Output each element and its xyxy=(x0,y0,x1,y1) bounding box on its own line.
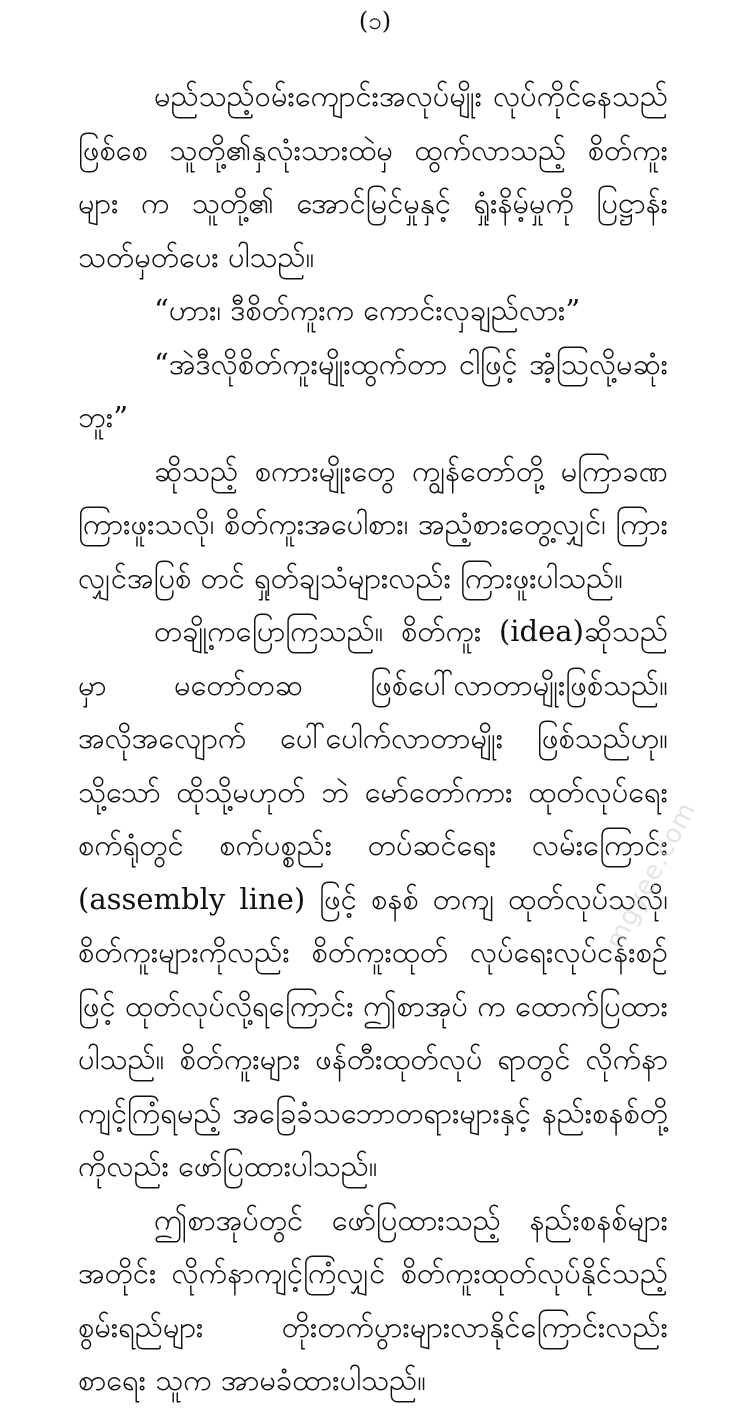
paragraph-4: ဆိုသည့် စကားမျိုးတွေ ကျွန်တော်တို့ မကြာခဏ ကြားဖူးသလို၊ စိတ်ကူးအပေါစား၊ အညံ့စားတွေ့လျှင်၊ ကြားလျှင်အပြစ် တင် ရှုတ်ချသံများလည်း ကြားဖူးပါသည်။ xyxy=(78,453,668,595)
paragraph-6: ဤစာအုပ်တွင် ဖော်ပြထားသည့် နည်းစနစ်များ အတိုင်း လိုက်နာကျင့်ကြံလျှင် စိတ်ကူးထုတ်လုပ်နိုင်သည့် စွမ်းရည်များ တိုးတက်ပွားများလာနိုင်ကြောင်းလည်း စာရေး သူက အာမခံထားပါသည်။ xyxy=(78,1202,668,1397)
watermark: mgyee.com xyxy=(600,796,703,955)
paragraph-1: မည်သည့်ဝမ်းကျောင်းအလုပ်မျိုး လုပ်ကိုင်နေသည် ဖြစ်စေ သူတို့၏နှလုံးသားထဲမှ ထွက်လာသည့် စိတ်ကူးများ က သူတို့၏ အောင်မြင်မှုနှင့် ရှုံးနိမ့်မှုကို ပြဋ္ဌာန်းသတ်မှတ်ပေး ပါသည်။ xyxy=(78,79,668,274)
paragraph-2-quote: “ဟား၊ ဒီစိတ်ကူးက ကောင်းလှချည်လား” xyxy=(154,293,581,327)
paragraph-5: တချို့ကပြောကြသည်။ စိတ်ကူး (idea)ဆိုသည်မှာ မတော်တဆ ဖြစ်ပေါ်လာတာမျိုးဖြစ်သည်။ အလိုအလျောက် ပေါ်ပေါက်လာတာမျိုး ဖြစ်သည်ဟု။ သို့သော် ထိုသို့မဟုတ် ဘဲ မော်တော်ကား ထုတ်လုပ်ရေး စက်ရုံတွင် စက်ပစ္စည်း တပ်ဆင်ရေး လမ်းကြောင်း (assembly line) ဖြင့် စနစ် တကျ ထုတ်လုပ်သလို၊ စိတ်ကူးများကိုလည်း စိတ်ကူးထုတ် လုပ်ရေးလုပ်ငန်းစဉ်ဖြင့် ထုတ်လုပ်လို့ရကြောင်း ဤစာအုပ် က ထောက်ပြထားပါသည်။ စိတ်ကူးများ ဖန်တီးထုတ်လုပ် ရာတွင် လိုက်နာကျင့်ကြံရမည့် အခြေခံသဘောတရားများနှင့် နည်းစနစ်တို့ကိုလည်း ဖော်ပြထားပါသည်။ xyxy=(78,614,668,1183)
page-number: (၁) xyxy=(358,7,392,35)
page-body xyxy=(78,70,668,1408)
paragraph-3-quote: “အဲဒီလိုစိတ်ကူးမျိုးထွက်တာ ငါဖြင့် အံ့သြလို့မဆုံး ဘူး” xyxy=(78,346,668,434)
